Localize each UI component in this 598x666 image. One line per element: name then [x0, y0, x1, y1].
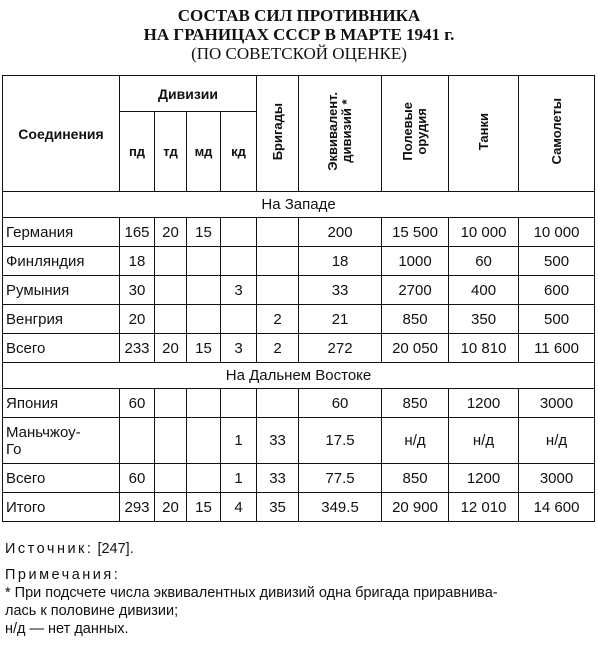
- cell-br: 35: [257, 493, 299, 522]
- cell-guns: 20 900: [382, 493, 449, 522]
- cell-guns: 850: [382, 389, 449, 418]
- cell-td: 20: [155, 218, 187, 247]
- cell-tanks: 1200: [449, 464, 519, 493]
- cell-td: [155, 418, 187, 464]
- header-pd: пд: [120, 112, 155, 192]
- cell-eq: 60: [299, 389, 382, 418]
- cell-air: 10 000: [519, 218, 595, 247]
- row-label: Венгрия: [3, 305, 120, 334]
- row-label: Румыния: [3, 276, 120, 305]
- cell-pd: 293: [120, 493, 155, 522]
- source-line: Источник: [247].: [5, 541, 134, 557]
- cell-guns: 1000: [382, 247, 449, 276]
- row-label: Всего: [3, 334, 120, 363]
- cell-td: [155, 389, 187, 418]
- cell-td: [155, 247, 187, 276]
- cell-md: [187, 389, 221, 418]
- section-row: [3, 363, 595, 389]
- cell-md: 15: [187, 334, 221, 363]
- cell-eq: 77.5: [299, 464, 382, 493]
- table-row: [3, 464, 595, 493]
- header-aircraft: Самолеты: [519, 76, 595, 192]
- cell-tanks: 400: [449, 276, 519, 305]
- cell-td: [155, 276, 187, 305]
- cell-md: 15: [187, 493, 221, 522]
- cell-kd: 1: [221, 418, 257, 464]
- cell-guns: 850: [382, 464, 449, 493]
- title-line-3: (ПО СОВЕТСКОЙ ОЦЕНКЕ): [191, 44, 407, 63]
- table-row: [3, 334, 595, 363]
- cell-br: [257, 218, 299, 247]
- cell-eq: 349.5: [299, 493, 382, 522]
- cell-kd: 3: [221, 334, 257, 363]
- row-label: Финляндия: [3, 247, 120, 276]
- cell-td: [155, 464, 187, 493]
- cell-pd: 60: [120, 464, 155, 493]
- note-equivalent-line-2: лась к половине дивизии;: [5, 603, 179, 619]
- cell-pd: 165: [120, 218, 155, 247]
- row-label: Маньчжоу- Го: [3, 418, 120, 464]
- cell-eq: 18: [299, 247, 382, 276]
- header-divisions: Дивизии: [120, 76, 257, 112]
- cell-air: н/д: [519, 418, 595, 464]
- cell-md: [187, 464, 221, 493]
- cell-tanks: 1200: [449, 389, 519, 418]
- note-no-data: н/д — нет данных.: [5, 621, 129, 637]
- cell-br: 33: [257, 418, 299, 464]
- cell-guns: 20 050: [382, 334, 449, 363]
- header-td: тд: [155, 112, 187, 192]
- cell-air: 3000: [519, 389, 595, 418]
- forces-table: [2, 75, 595, 522]
- cell-air: 600: [519, 276, 595, 305]
- cell-kd: [221, 305, 257, 334]
- cell-md: [187, 305, 221, 334]
- row-label: Германия: [3, 218, 120, 247]
- cell-br: [257, 389, 299, 418]
- cell-guns: 2700: [382, 276, 449, 305]
- table-title: [0, 6, 598, 63]
- cell-pd: 20: [120, 305, 155, 334]
- section-row: [3, 192, 595, 218]
- cell-kd: [221, 389, 257, 418]
- cell-eq: 17.5: [299, 418, 382, 464]
- cell-br: [257, 247, 299, 276]
- cell-guns: 850: [382, 305, 449, 334]
- table-row: [3, 305, 595, 334]
- cell-md: [187, 418, 221, 464]
- cell-pd: [120, 418, 155, 464]
- row-label: Всего: [3, 464, 120, 493]
- cell-air: 500: [519, 305, 595, 334]
- cell-air: 11 600: [519, 334, 595, 363]
- cell-md: [187, 276, 221, 305]
- cell-td: 20: [155, 334, 187, 363]
- cell-eq: 272: [299, 334, 382, 363]
- cell-kd: 3: [221, 276, 257, 305]
- header-formations: Соединения: [3, 76, 120, 192]
- table-row: [3, 276, 595, 305]
- note-equivalent-line-1: * При подсчете числа эквивалентных дивизий одна бригада приравнива-: [5, 585, 498, 601]
- header-equivalent: Эквивалент. дивизий *: [299, 76, 382, 192]
- cell-tanks: 60: [449, 247, 519, 276]
- cell-tanks: 10 000: [449, 218, 519, 247]
- table-row: [3, 389, 595, 418]
- header-field-guns: Полевые орудия: [382, 76, 449, 192]
- row-label: Итого: [3, 493, 120, 522]
- cell-md: [187, 247, 221, 276]
- cell-td: [155, 305, 187, 334]
- cell-tanks: 12 010: [449, 493, 519, 522]
- title-line-2: НА ГРАНИЦАХ СССР В МАРТЕ 1941 г.: [143, 25, 455, 44]
- cell-air: 3000: [519, 464, 595, 493]
- cell-kd: 1: [221, 464, 257, 493]
- table-row: [3, 218, 595, 247]
- cell-guns: 15 500: [382, 218, 449, 247]
- cell-pd: 60: [120, 389, 155, 418]
- cell-br: 33: [257, 464, 299, 493]
- cell-kd: 4: [221, 493, 257, 522]
- cell-air: 500: [519, 247, 595, 276]
- table-row: [3, 418, 595, 464]
- cell-guns: н/д: [382, 418, 449, 464]
- cell-md: 15: [187, 218, 221, 247]
- notes-block: [5, 540, 595, 638]
- cell-eq: 200: [299, 218, 382, 247]
- cell-pd: 18: [120, 247, 155, 276]
- header-kd: кд: [221, 112, 257, 192]
- cell-td: 20: [155, 493, 187, 522]
- cell-br: 2: [257, 305, 299, 334]
- cell-tanks: 350: [449, 305, 519, 334]
- section-heading: На Дальнем Востоке: [3, 363, 595, 389]
- cell-eq: 21: [299, 305, 382, 334]
- cell-kd: [221, 218, 257, 247]
- cell-tanks: н/д: [449, 418, 519, 464]
- table-row: [3, 493, 595, 522]
- cell-eq: 33: [299, 276, 382, 305]
- cell-pd: 233: [120, 334, 155, 363]
- cell-br: 2: [257, 334, 299, 363]
- cell-br: [257, 276, 299, 305]
- header-md: мд: [187, 112, 221, 192]
- table-row: [3, 247, 595, 276]
- cell-pd: 30: [120, 276, 155, 305]
- row-label: Япония: [3, 389, 120, 418]
- cell-tanks: 10 810: [449, 334, 519, 363]
- notes-label: Примечания:: [5, 567, 121, 583]
- cell-kd: [221, 247, 257, 276]
- header-tanks: Танки: [449, 76, 519, 192]
- section-heading: На Западе: [3, 192, 595, 218]
- header-brigades: Бригады: [257, 76, 299, 192]
- title-line-1: СОСТАВ СИЛ ПРОТИВНИКА: [177, 6, 421, 25]
- cell-air: 14 600: [519, 493, 595, 522]
